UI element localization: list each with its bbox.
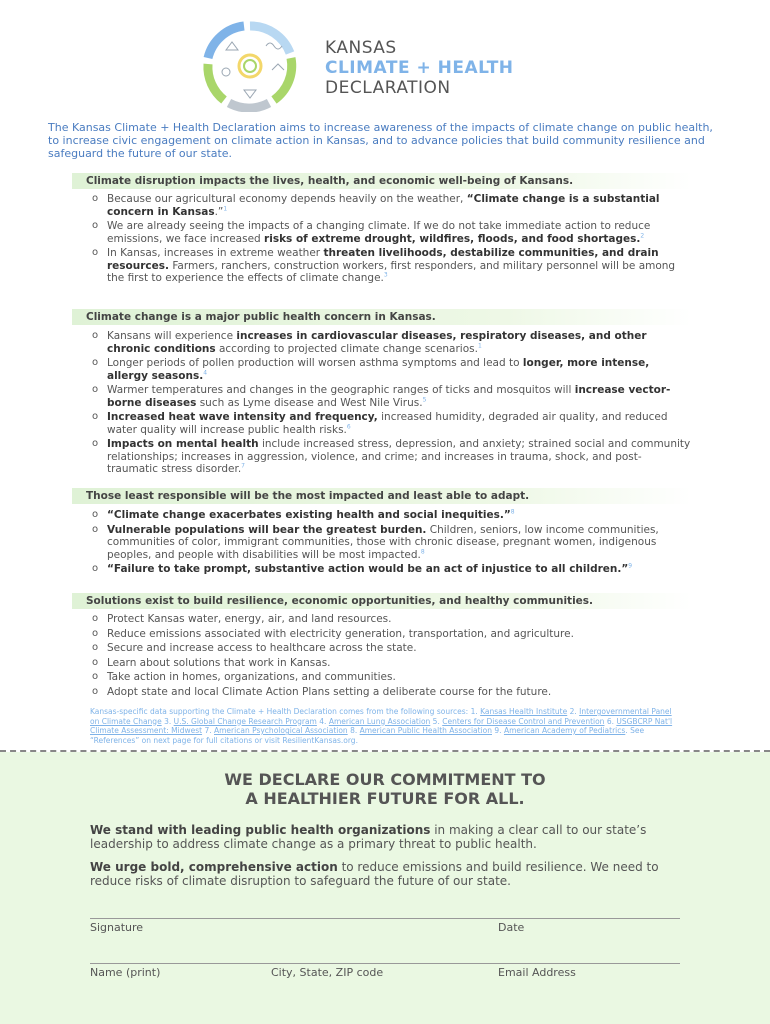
section-heading-equity: Those least responsible will be the most impacted and least able to adapt.	[72, 488, 692, 504]
list-item: o Adopt state and local Climate Action Plans setting a deliberate course for the future.	[92, 686, 692, 699]
commitment-heading: WE DECLARE OUR COMMITMENT TO A HEALTHIER FUTURE FOR ALL.	[224, 770, 546, 808]
list-item: o Vulnerable populations will bear the greatest burden. Children, seniors, low income communities, communities of color, immigrant communities, those with chronic disease, pregnant women, indigenous peoples, and people with disabilities will be most impacted.$^8$	[92, 524, 692, 562]
date-label: Date	[498, 921, 525, 934]
list-item: o Warmer temperatures and changes in the geographic ranges of ticks and mosquitos will increase vector-borne diseases such as Lyme disease and West Nile Virus.$^5$	[92, 384, 692, 409]
declaration-logo	[196, 20, 304, 112]
list-item: o In Kansas, increases in extreme weather threaten livelihoods, destabilize communities, and drain resources. Farmers, ranchers, construction workers, first responders, and military personnel will be among the first to experience the effects of climate change.$^3$	[92, 247, 692, 285]
list-item: o Longer periods of pollen production will worsen asthma symptoms and lead to longer, more intense, allergy seasons.$^4$	[92, 357, 692, 382]
list-item: o Impacts on mental health include increased stress, depression, and anxiety; strained social and community relationships; increases in aggression, violence, and crime; and increases in trauma, shock, and post-traumatic stress disorder.$^7$	[92, 438, 692, 476]
source-link-kansas-health-institute[interactable]: Kansas Health Institute	[480, 707, 568, 716]
signature-line[interactable]	[90, 918, 680, 919]
section-list-disruption	[92, 193, 692, 287]
cut-line-divider	[0, 750, 770, 752]
source-link-apa-psych[interactable]: American Psychological Association	[214, 726, 348, 735]
section-list-equity	[92, 509, 692, 578]
list-item: o Increased heat wave intensity and frequency, increased humidity, degraded air quality, and reduced water quality will increase public health risks.$^6$	[92, 411, 692, 436]
source-link-cdc[interactable]: Centers for Disease Control and Prevention	[442, 716, 605, 726]
intro-paragraph: The Kansas Climate + Health Declaration aims to increase awareness of the impacts of climate change on public health, to increase civic engagement on climate action in Kansas, and to advance policies that build community resilience and safeguard the future of our state.	[48, 121, 713, 160]
list-item: o “Climate change exacerbates existing health and social inequities.”$^8$	[92, 509, 692, 522]
section-heading-disruption: Climate disruption impacts the lives, health, and economic well-being of Kansans.	[72, 173, 692, 189]
statement-bold-action: We urge bold, comprehensive action to reduce emissions and build resilience. We need to reduce risks of climate disruption to safeguard the future of our state.	[90, 860, 659, 888]
list-item: o Reduce emissions associated with electricity generation, transportation, and agriculture.	[92, 628, 692, 641]
sources-note: Kansas-specific data supporting the Climate + Health Declaration comes from the following sources: 1. Kansas Health Institute 2. Intergovernmental Panel on Climate Change 3. U.S. Global Change Research Program 4. American Lung Association 5. Centers for Disease Control and Prevention 6. USGBCRP Nat'l Climate Assessment: Midwest 7. American Psychological Association 8. American Public Health Association 9. American Academy of Pediatrics. See “References” on next page for full citations or visit ResilientKansas.org.	[90, 707, 673, 745]
declaration-title	[325, 38, 514, 98]
source-link-american-lung-association[interactable]: American Lung Association	[328, 716, 431, 726]
source-link-ipcc[interactable]: Intergovernmental Panel on Climate Change	[90, 707, 672, 726]
title-line-climate-health: CLIMATE + HEALTH	[325, 58, 514, 78]
list-item: o Take action in homes, organizations, and communities.	[92, 671, 692, 684]
section-heading-health: Climate change is a major public health concern in Kansas.	[72, 309, 692, 325]
title-line-kansas: KANSAS	[325, 38, 397, 58]
section-heading-solutions: Solutions exist to build resilience, economic opportunities, and healthy communities.	[72, 593, 692, 609]
list-item: o Protect Kansas water, energy, air, and land resources.	[92, 613, 692, 626]
source-link-aap[interactable]: American Academy of Pediatrics	[503, 726, 626, 735]
source-link-apha[interactable]: American Public Health Association	[359, 726, 492, 735]
list-item: o Kansans will experience increases in cardiovascular diseases, respiratory diseases, and other chronic conditions according to projected climate change scenarios.$^1$	[92, 330, 692, 355]
email-address-label: Email Address	[498, 966, 576, 979]
list-item: o We are already seeing the impacts of a changing climate. If we do not take immediate action to reduce emissions, we face increased risks of extreme drought, wildfires, floods, and food shortages.$^2$	[92, 220, 692, 245]
source-link-usgcrp[interactable]: U.S. Global Change Research Program	[173, 716, 317, 726]
city-state-zip-label: City, State, ZIP code	[271, 966, 384, 979]
name-print-label: Name (print)	[90, 966, 161, 979]
statement-public-health: We stand with leading public health organizations in making a clear call to our state’s leadership to address climate change as a primary threat to public health.	[90, 823, 647, 851]
list-item: o Learn about solutions that work in Kansas.	[92, 657, 692, 670]
section-list-solutions	[92, 613, 692, 700]
circular-logo-icon	[196, 20, 304, 112]
title-line-declaration: DECLARATION	[325, 78, 451, 98]
name-line[interactable]	[90, 963, 680, 964]
section-list-health	[92, 330, 692, 478]
list-item: o “Failure to take prompt, substantive action would be an act of injustice to all children.”$^9$	[92, 563, 692, 576]
source-link-climate-assessment-midwest[interactable]: USGBCRP Nat'l Climate Assessment: Midwest	[90, 716, 673, 735]
signature-label: Signature	[90, 921, 144, 934]
list-item: o Because our agricultural economy depends heavily on the weather, “Climate change is a substantial concern in Kansas.”$^1$	[92, 193, 692, 218]
list-item: o Secure and increase access to healthcare across the state.	[92, 642, 692, 655]
